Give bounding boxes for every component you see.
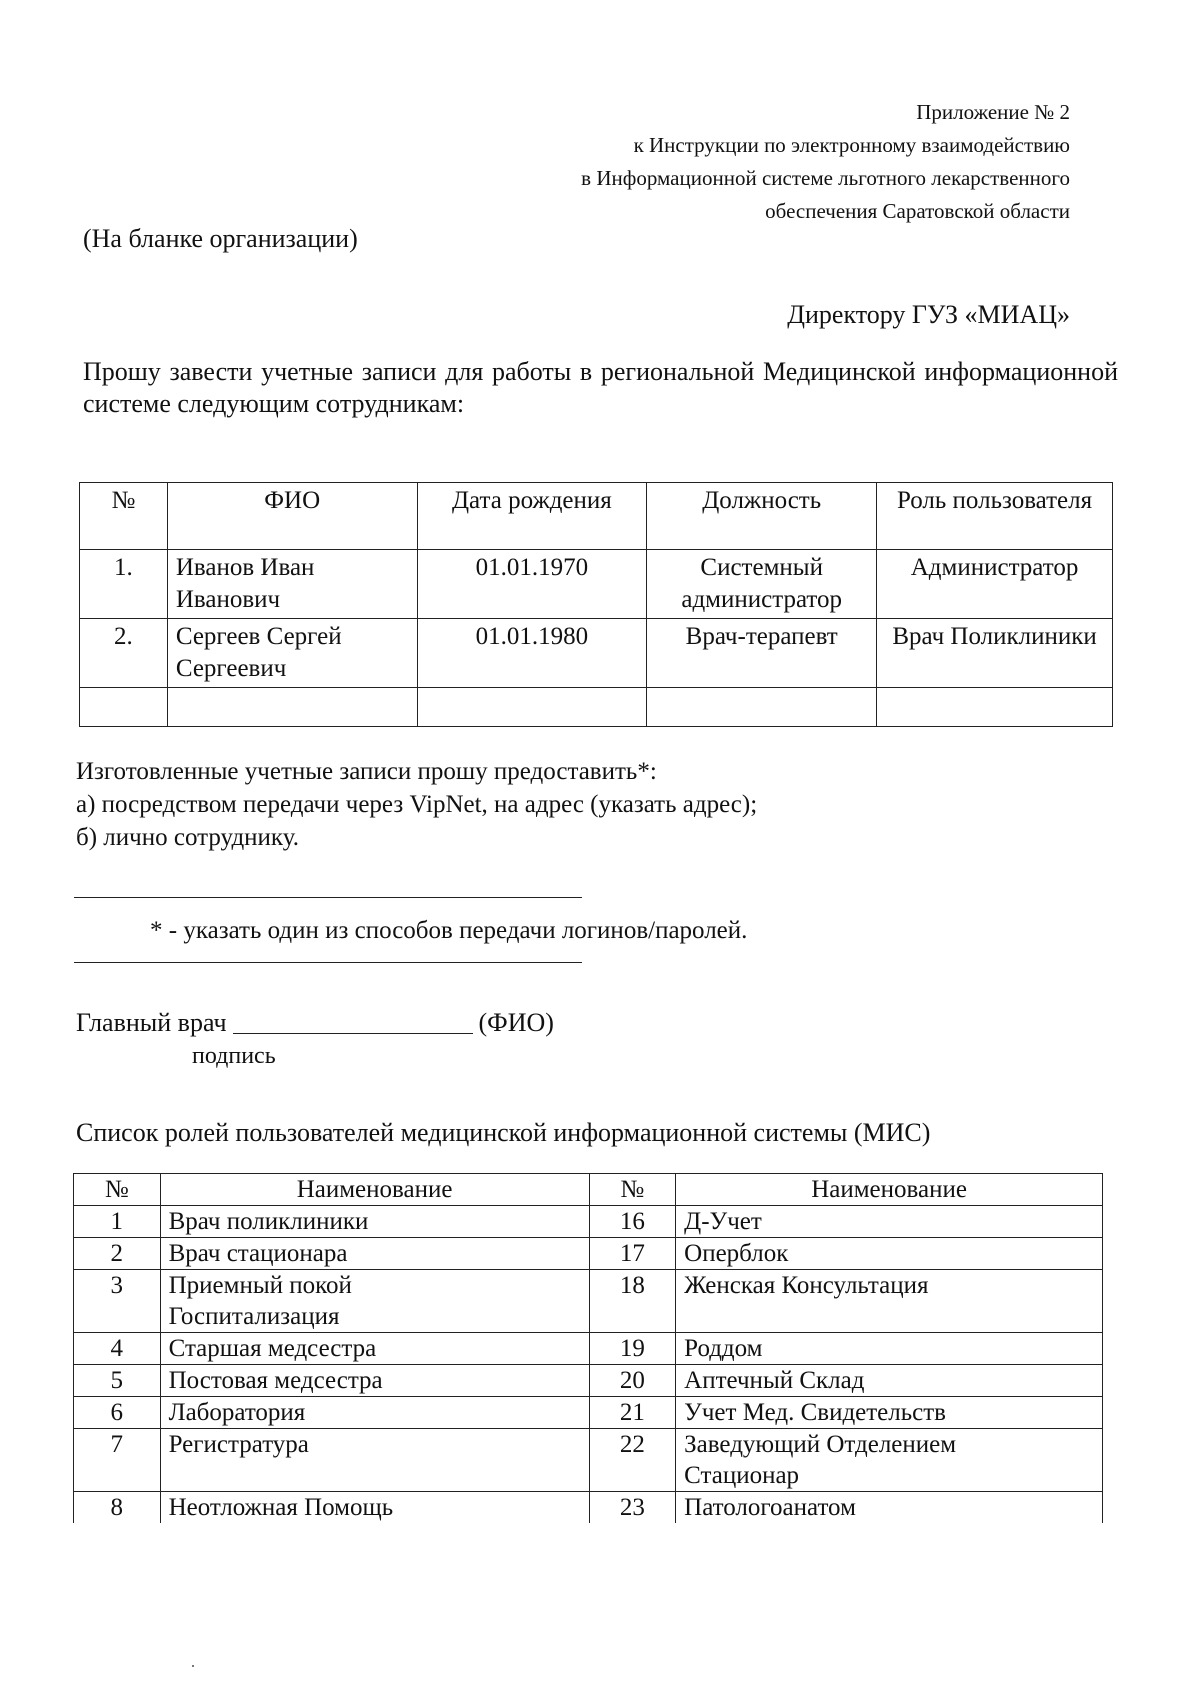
- appendix-header: [581, 96, 1070, 228]
- row-role: Администратор: [877, 550, 1113, 619]
- role-name: Регистратура: [160, 1429, 589, 1492]
- letterhead-note: (На бланке организации): [83, 224, 358, 253]
- role-name: Учет Мед. Свидетельств: [676, 1397, 1103, 1429]
- role-num: 16: [589, 1206, 676, 1238]
- signature-line: [76, 1008, 554, 1038]
- table-row: [80, 550, 1113, 619]
- role-name: Старшая медсестра: [160, 1333, 589, 1365]
- header-num: №: [80, 483, 168, 550]
- role-name: Приемный покой Госпитализация: [160, 1270, 589, 1333]
- table-row: [74, 1238, 1103, 1270]
- table-row: [74, 1333, 1103, 1365]
- roles-table: [73, 1173, 1103, 1523]
- row-role: Врач Поликлиники: [877, 619, 1113, 688]
- table-row: [80, 619, 1113, 688]
- signature-blank: [233, 1033, 473, 1034]
- header-fio: ФИО: [167, 483, 417, 550]
- role-name: Роддом: [676, 1333, 1103, 1365]
- row-dob: 01.01.1970: [417, 550, 647, 619]
- table-row: [74, 1270, 1103, 1333]
- role-num: 17: [589, 1238, 676, 1270]
- table-row-empty: [80, 688, 1113, 727]
- footnote-divider-bottom: [74, 962, 582, 963]
- role-num: 7: [74, 1429, 161, 1492]
- role-name: Лаборатория: [160, 1397, 589, 1429]
- role-num: 23: [589, 1492, 676, 1524]
- role-num: 6: [74, 1397, 161, 1429]
- header-position: Должность: [647, 483, 877, 550]
- signature-caption: подпись: [192, 1043, 276, 1069]
- role-num: 19: [589, 1333, 676, 1365]
- table-row: [74, 1492, 1103, 1524]
- employees-table: [79, 482, 1113, 727]
- table-row: [74, 1397, 1103, 1429]
- role-name: Патологоанатом: [676, 1492, 1103, 1524]
- role-num: 2: [74, 1238, 161, 1270]
- delivery-options: [76, 755, 757, 854]
- employees-table-header: [80, 483, 1113, 550]
- header-dob: Дата рождения: [417, 483, 647, 550]
- footnote: * - указать один из способов передачи логинов/паролей.: [150, 917, 748, 944]
- role-num: 1: [74, 1206, 161, 1238]
- role-name: Врач поликлиники: [160, 1206, 589, 1238]
- role-num: 3: [74, 1270, 161, 1333]
- role-name: Женская Консультация: [676, 1270, 1103, 1333]
- empty-cell: [877, 688, 1113, 727]
- empty-cell: [417, 688, 647, 727]
- row-num: 2.: [80, 619, 168, 688]
- row-dob: 01.01.1980: [417, 619, 647, 688]
- scan-speck: [192, 1665, 194, 1667]
- row-fio: Иванов Иван Иванович: [167, 550, 417, 619]
- empty-cell: [647, 688, 877, 727]
- appendix-line-3: в Информационной системе льготного лекарственного: [581, 166, 1070, 190]
- role-name: Оперблок: [676, 1238, 1103, 1270]
- footnote-divider-top: [74, 897, 582, 898]
- role-name: Неотложная Помощь: [160, 1492, 589, 1524]
- signature-fio: (ФИО): [478, 1008, 554, 1037]
- appendix-line-4: обеспечения Саратовской области: [765, 199, 1070, 223]
- empty-cell: [167, 688, 417, 727]
- table-row: [74, 1206, 1103, 1238]
- role-num: 21: [589, 1397, 676, 1429]
- role-num: 5: [74, 1365, 161, 1397]
- row-position: Врач-терапевт: [647, 619, 877, 688]
- delivery-option-a: а) посредством передачи через VipNet, на адрес (указать адрес);: [76, 791, 758, 818]
- role-num: 8: [74, 1492, 161, 1524]
- role-name: Постовая медсестра: [160, 1365, 589, 1397]
- table-row: [74, 1429, 1103, 1492]
- role-name: Заведующий Отделением Стационар: [676, 1429, 1103, 1492]
- role-name: Врач стационара: [160, 1238, 589, 1270]
- request-text: Прошу завести учетные записи для работы в региональной Медицинской информационной системе следующим сотрудникам:: [83, 357, 1118, 418]
- table-row: [74, 1365, 1103, 1397]
- header-name-left: Наименование: [160, 1174, 589, 1206]
- addressee: Директору ГУЗ «МИАЦ»: [787, 300, 1070, 329]
- row-fio: Сергеев Сергей Сергеевич: [167, 619, 417, 688]
- role-name: Д-Учет: [676, 1206, 1103, 1238]
- appendix-line-1: Приложение № 2: [916, 100, 1070, 124]
- signature-label: Главный врач: [76, 1008, 227, 1037]
- roles-title: Список ролей пользователей медицинской информационной системы (МИС): [76, 1118, 931, 1147]
- header-name-right: Наименование: [676, 1174, 1103, 1206]
- role-name: Аптечный Склад: [676, 1365, 1103, 1397]
- header-num-right: №: [589, 1174, 676, 1206]
- delivery-option-b: б) лично сотруднику.: [76, 824, 299, 851]
- role-num: 20: [589, 1365, 676, 1397]
- row-num: 1.: [80, 550, 168, 619]
- delivery-intro: Изготовленные учетные записи прошу предоставить*:: [76, 758, 657, 785]
- role-num: 22: [589, 1429, 676, 1492]
- empty-cell: [80, 688, 168, 727]
- header-num-left: №: [74, 1174, 161, 1206]
- role-num: 18: [589, 1270, 676, 1333]
- role-num: 4: [74, 1333, 161, 1365]
- roles-table-header: [74, 1174, 1103, 1206]
- row-position: Системный администратор: [647, 550, 877, 619]
- appendix-line-2: к Инструкции по электронному взаимодействию: [633, 133, 1070, 157]
- header-role: Роль пользователя: [877, 483, 1113, 550]
